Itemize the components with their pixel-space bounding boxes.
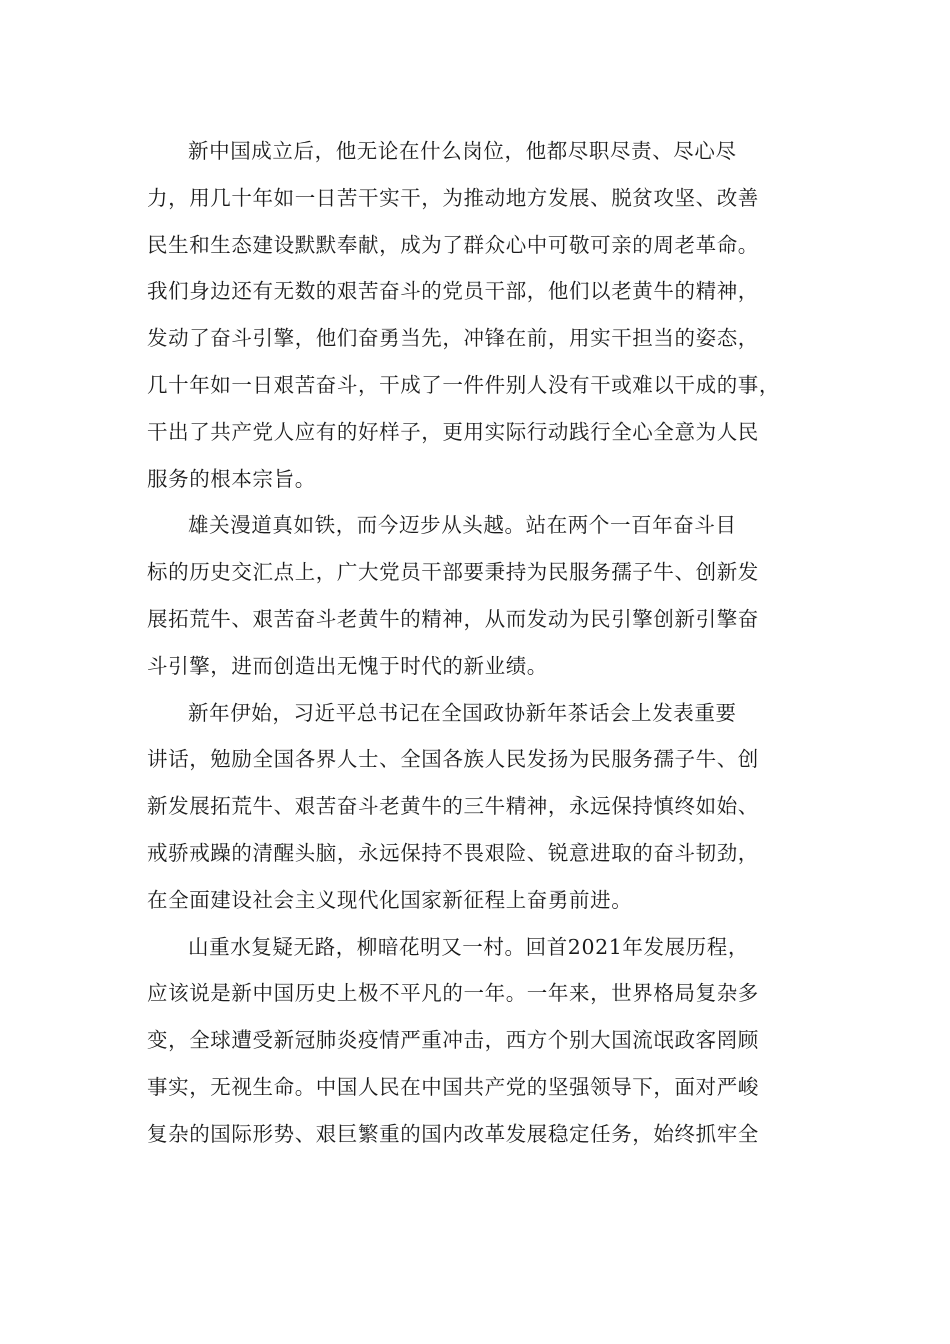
- text-line: 复杂的国际形势、艰巨繁重的国内改革发展稳定任务，始终抓牢全: [147, 1121, 759, 1146]
- text-line: 在全面建设社会主义现代化国家新征程上奋勇前进。: [147, 887, 633, 912]
- text-line: 几十年如一日艰苦奋斗，干成了一件件别人没有干或难以干成的事，: [147, 372, 780, 397]
- paragraph: [147, 924, 809, 1158]
- paragraph: [147, 128, 809, 502]
- paragraph: [147, 502, 809, 689]
- text-line: 新发展拓荒牛、艰苦奋斗老黄牛的三牛精神，永远保持慎终如始、: [147, 794, 759, 819]
- text-line: 变，全球遭受新冠肺炎疫情严重冲击，西方个别大国流氓政客罔顾: [147, 1028, 759, 1053]
- text-line: 戒骄戒躁的清醒头脑，永远保持不畏艰险、锐意进取的奋斗韧劲，: [147, 840, 759, 865]
- text-line: 干出了共产党人应有的好样子，更用实际行动践行全心全意为人民: [147, 419, 759, 444]
- text-line: 事实，无视生命。中国人民在中国共产党的坚强领导下，面对严峻: [147, 1074, 759, 1099]
- text-line: 力，用几十年如一日苦干实干，为推动地方发展、脱贫攻坚、改善: [147, 185, 759, 210]
- text-line: 新年伊始，习近平总书记在全国政协新年茶话会上发表重要: [188, 700, 737, 725]
- text-line: 雄关漫道真如铁，而今迈步从头越。站在两个一百年奋斗目: [188, 513, 737, 538]
- text-line: 我们身边还有无数的艰苦奋斗的党员干部，他们以老黄牛的精神，: [147, 279, 759, 304]
- body-text: [147, 128, 809, 1158]
- text-line: 新中国成立后，他无论在什么岗位，他都尽职尽责、尽心尽: [188, 139, 737, 163]
- text-line: 斗引擎，进而创造出无愧于时代的新业绩。: [147, 653, 548, 678]
- text-line: 讲话，勉励全国各界人士、全国各族人民发扬为民服务孺子牛、创: [147, 747, 759, 772]
- text-line: 服务的根本宗旨。: [147, 466, 316, 491]
- text-line: 山重水复疑无路，柳暗花明又一村。回首2021年发展历程，: [188, 934, 749, 959]
- paragraph: [147, 690, 809, 924]
- text-line: 民生和生态建设默默奉献，成为了群众心中可敬可亲的周老革命。: [147, 232, 759, 257]
- text-line: 展拓荒牛、艰苦奋斗老黄牛的精神，从而发动为民引擎创新引擎奋: [147, 606, 759, 631]
- text-line: 标的历史交汇点上，广大党员干部要秉持为民服务孺子牛、创新发: [147, 560, 759, 585]
- text-line: 应该说是新中国历史上极不平凡的一年。一年来，世界格局复杂多: [147, 981, 759, 1006]
- text-line: 发动了奋斗引擎，他们奋勇当先，冲锋在前，用实干担当的姿态，: [147, 326, 759, 351]
